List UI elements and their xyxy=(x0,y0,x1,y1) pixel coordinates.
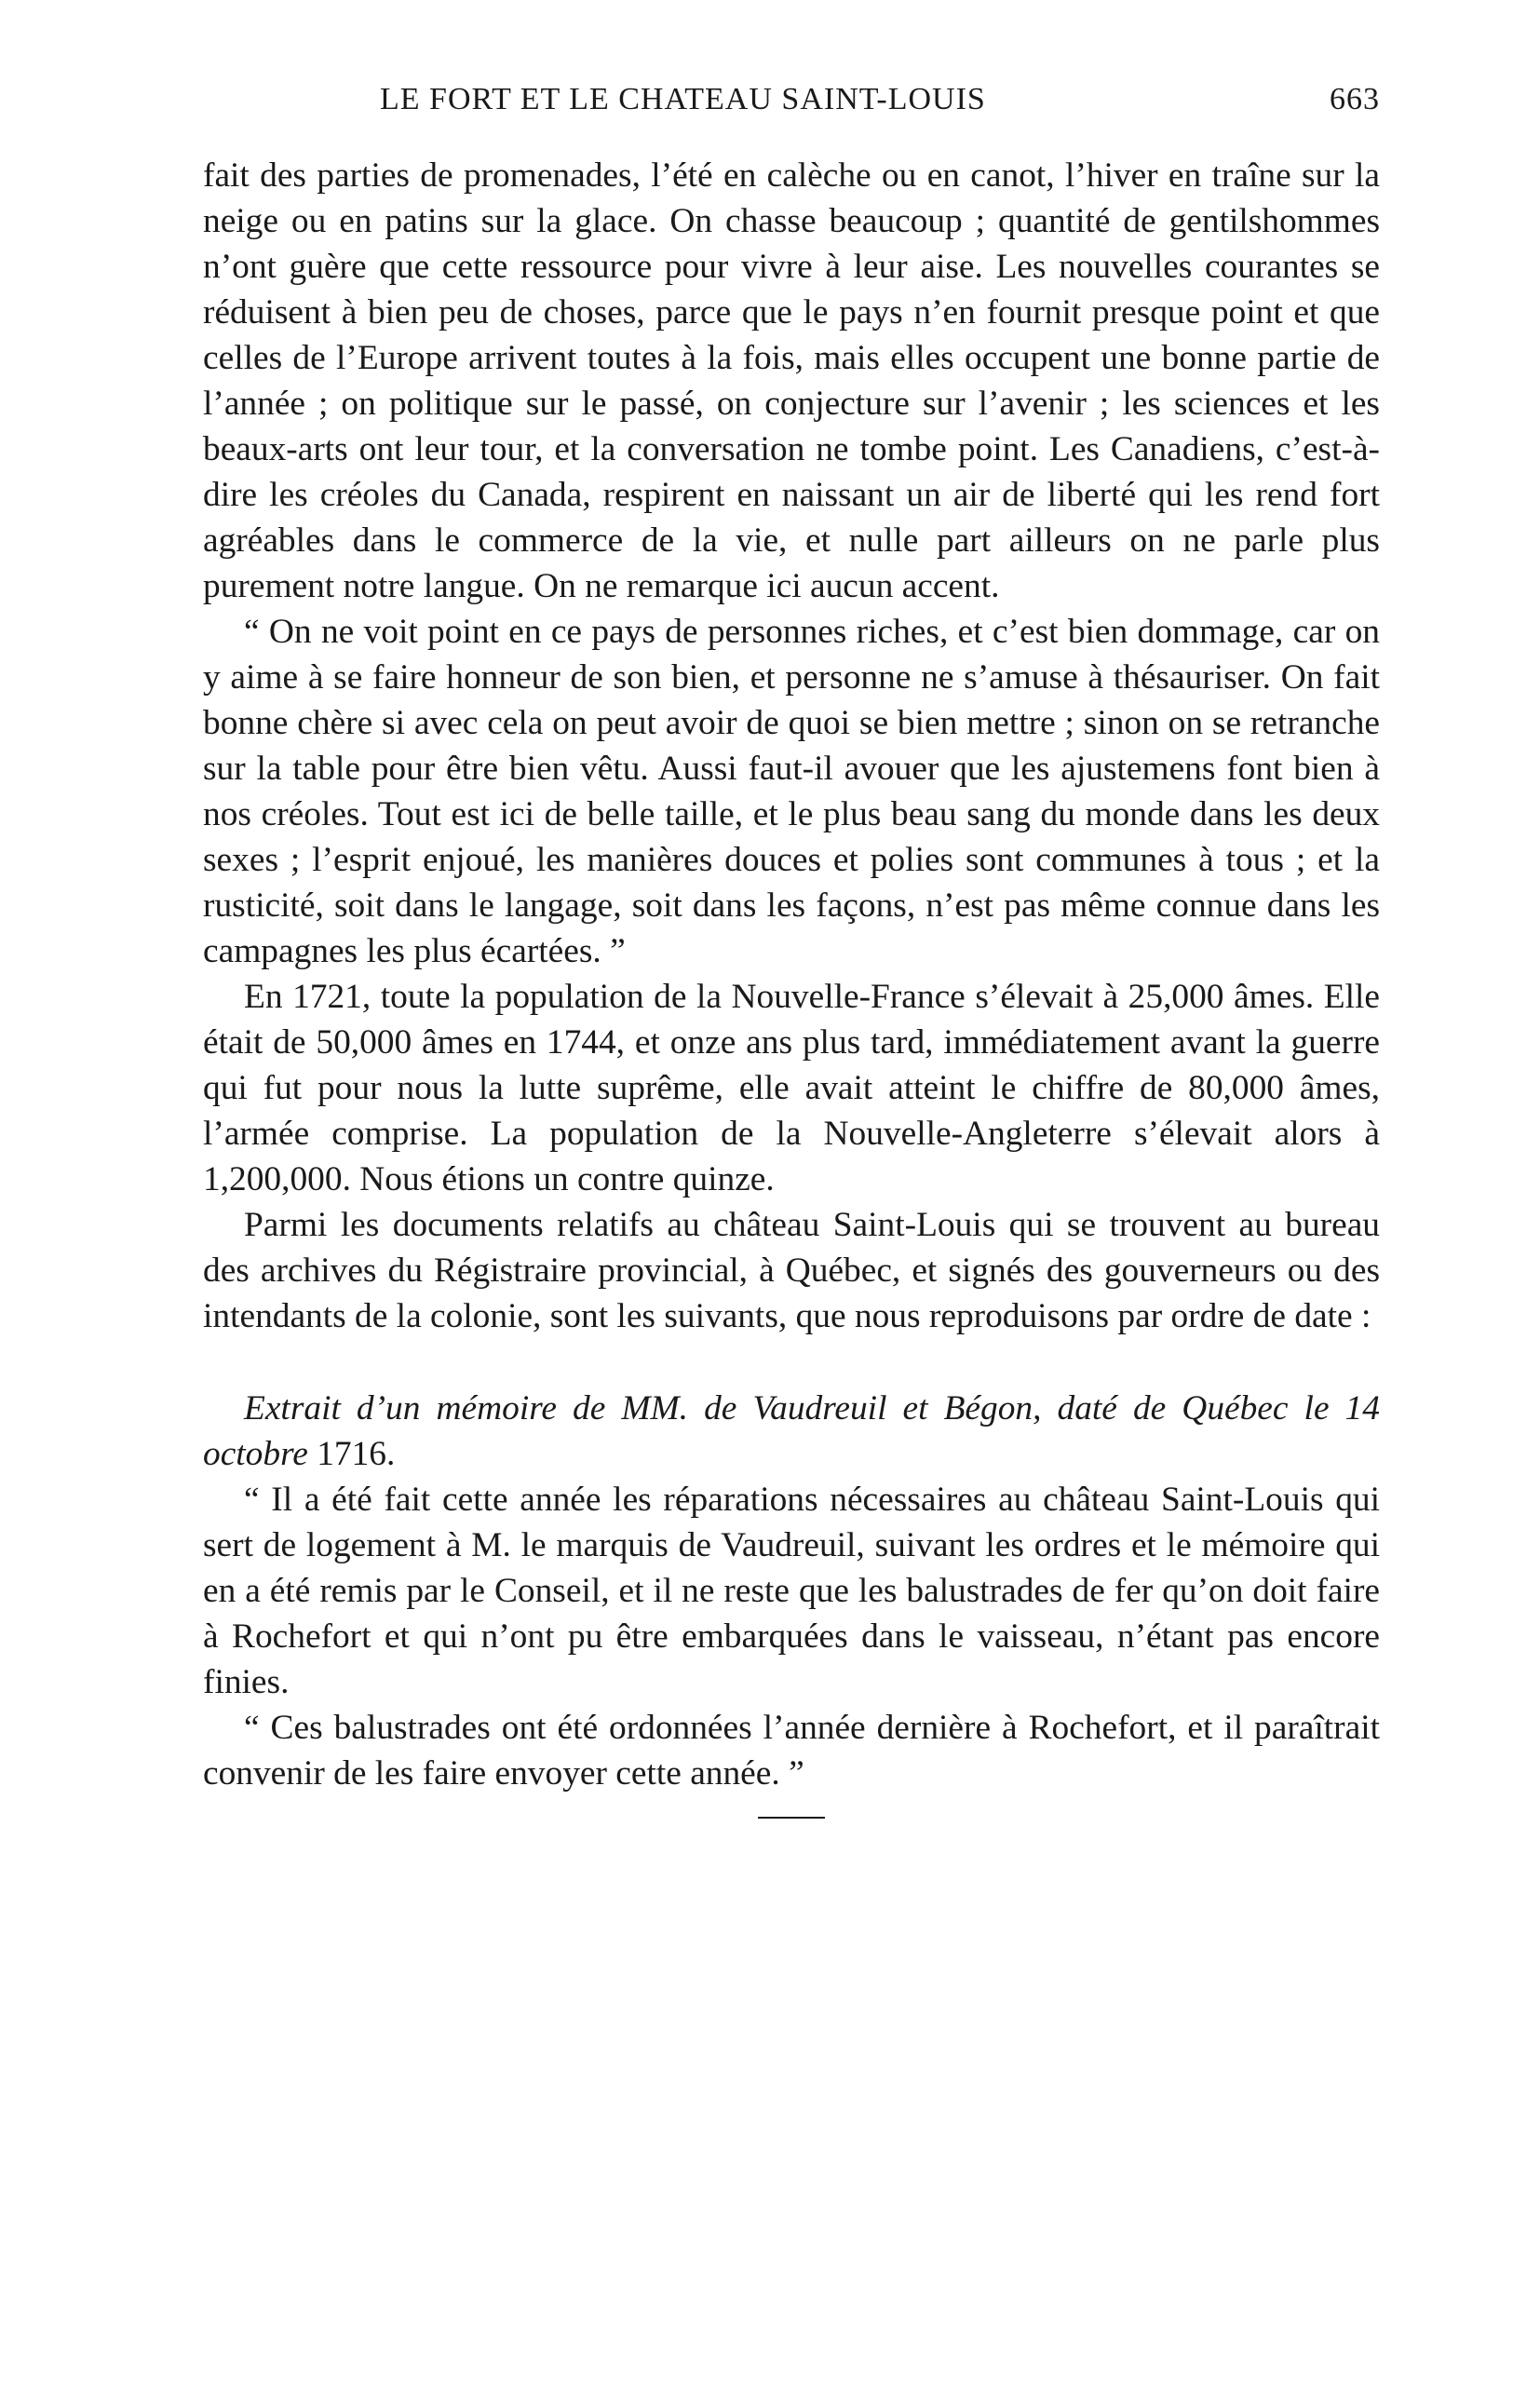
extract-paragraph-repairs: “ Il a été fait cette année les réparations nécessaires au château Saint-Louis qui sert de logement à M. le marquis de Vaudreuil, suivant les ordres et le mémoire qui en a été remis par le Conseil, et il ne reste que les balustrades de fer qu’on doit faire à Rochefort et qui n’ont pu être embarquées dans le vaisseau, n’étant pas encore finies. xyxy=(203,1481,1380,1701)
page-number: 663 xyxy=(1330,82,1380,116)
section-gap xyxy=(203,1339,1380,1386)
book-page xyxy=(203,82,1380,1819)
paragraph-continuation: fait des parties de promenades, l’été en calèche ou en canot, l’hiver en traîne sur la neige ou en patins sur la glace. On chasse beaucoup ; quantité de gentilshommes n’ont guère que cette ressource pour vivre à leur aise. Les nouvelles courantes se réduisent à bien peu de choses, parce que le pays n’en fournit presque point et que celles de l’Europe arrivent toutes à la fois, mais elles occupent une bonne partie de l’année ; on politique sur le passé, on conjecture sur l’avenir ; les sciences et les beaux-arts ont leur tour, et la conversation ne tombe point. Les Canadiens, c’est-à-dire les créoles du Canada, respirent en naissant un air de liberté qui les rend fort agréables dans le commerce de la vie, et nulle part ailleurs on ne parle plus purement notre langue. On ne remarque ici aucun accent. xyxy=(203,156,1380,605)
paragraph-quotation: “ On ne voit point en ce pays de personnes riches, et c’est bien dommage, car on y aime à se faire honneur de son bien, et personne ne s’amuse à thésauriser. On fait bonne chère si avec cela on peut avoir de quoi se bien mettre ; sinon on se retranche sur la table pour être bien vêtu. Aussi faut-il avouer que les ajustemens font bien à nos créoles. Tout est ici de belle taille, et le plus beau sang du monde dans les deux sexes ; l’esprit enjoué, les manières douces et polies sont communes à tous ; et la rusticité, soit dans le langage, soit dans les façons, n’est pas même connue dans les campagnes les plus écartées. ” xyxy=(203,613,1380,970)
paragraph-population: En 1721, toute la population de la Nouvelle-France s’élevait à 25,000 âmes. Elle était de 50,000 âmes en 1744, et onze ans plus tard, immédiatement avant la guerre qui fut pour nous la lutte suprême, elle avait atteint le chiffre de 80,000 âmes, l’armée comprise. La population de la Nouvelle-Angleterre s’élevait alors à 1,200,000. Nous étions un contre quinze. xyxy=(203,978,1380,1198)
page-body xyxy=(203,153,1380,1819)
extract-heading-year: 1716. xyxy=(317,1435,396,1473)
running-title: LE FORT ET LE CHATEAU SAINT-LOUIS xyxy=(380,82,986,116)
closing-rule xyxy=(758,1817,825,1819)
page-header xyxy=(203,82,1380,129)
extract-heading xyxy=(203,1386,1380,1477)
extract-paragraph-balustrades: “ Ces balustrades ont été ordonnées l’année dernière à Rochefort, et il paraîtrait convenir de les faire envoyer cette année. ” xyxy=(203,1709,1380,1793)
paragraph-documents-intro: Parmi les documents relatifs au château Saint-Louis qui se trouvent au bureau des archives du Régistraire provincial, à Québec, et signés des gouverneurs ou des intendants de la colonie, sont les suivants, que nous reproduisons par ordre de date : xyxy=(203,1206,1380,1335)
extract-heading-text: Extrait d’un mémoire de MM. de Vaudreuil et Bégon, daté de Québec le 14 octobre xyxy=(203,1389,1380,1473)
